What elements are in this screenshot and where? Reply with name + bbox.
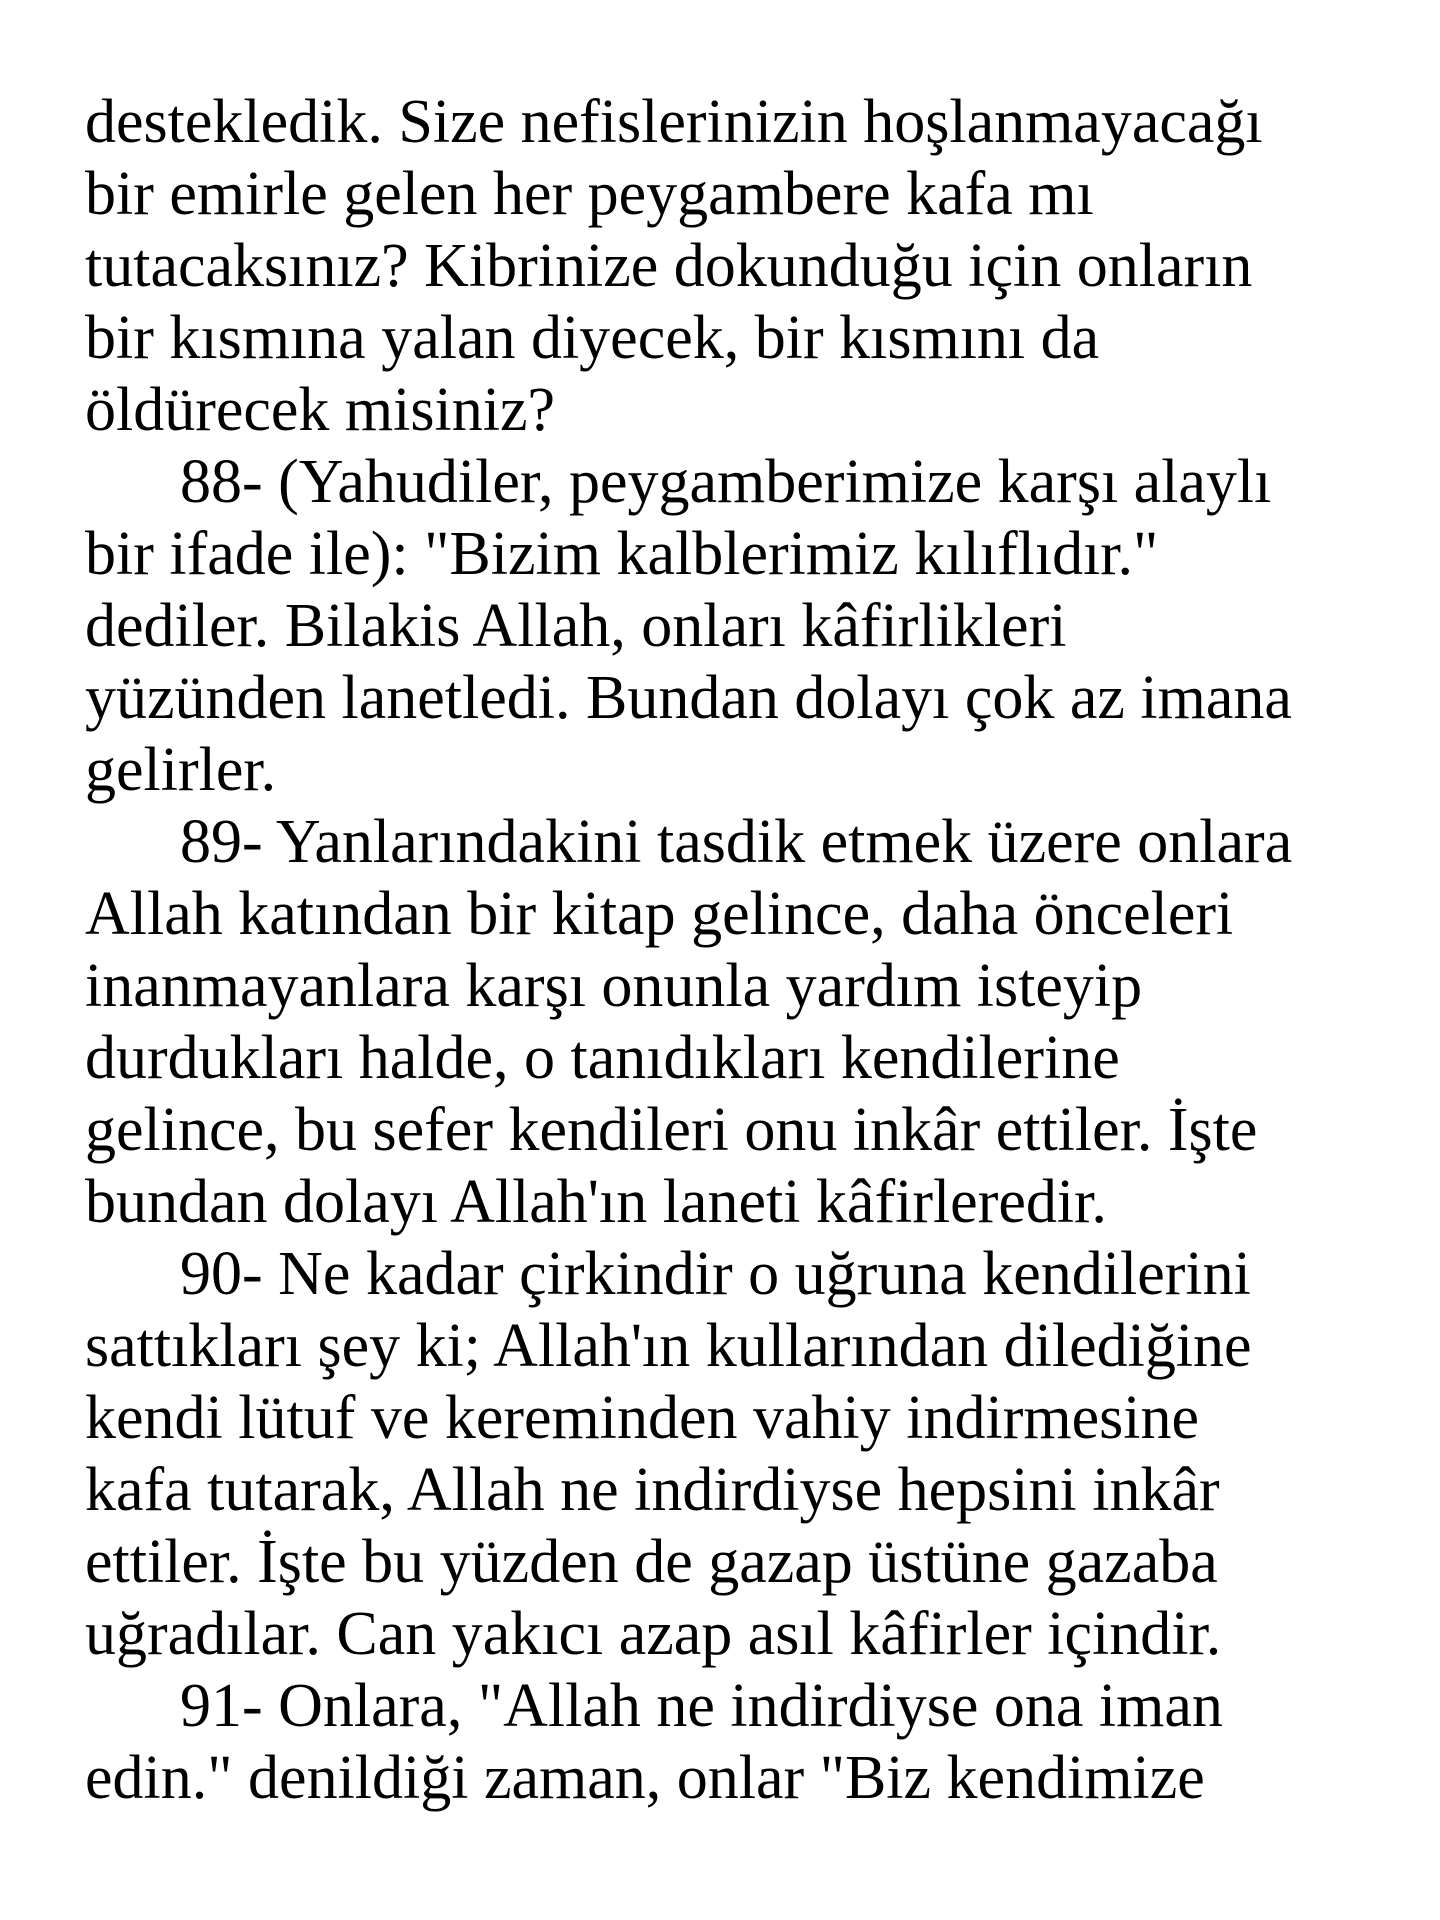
text-line: kafa tutarak, Allah ne indirdiyse hepsini inkâr: [85, 1456, 1220, 1524]
text-line: inanmayanlara karşı onunla yardım isteyip: [85, 952, 1143, 1020]
text-line: bir kısmına yalan diyecek, bir kısmını da: [85, 304, 1100, 372]
text-line: bir emirle gelen her peygambere kafa mı: [85, 160, 1094, 228]
text-line: bir ifade ile): "Bizim kalblerimiz kılıflıdır.": [85, 520, 1159, 588]
text-line: edin." denildiği zaman, onlar "Biz kendimize: [85, 1744, 1205, 1812]
text-line: ettiler. İşte bu yüzden de gazap üstüne gazaba: [85, 1528, 1218, 1596]
text-line: durdukları halde, o tanıdıkları kendilerine: [85, 1024, 1120, 1092]
text-line: gelince, bu sefer kendileri onu inkâr ettiler. İşte: [85, 1096, 1258, 1164]
text-line: Allah katından bir kitap gelince, daha önceleri: [85, 880, 1234, 948]
text-line: öldürecek misiniz?: [85, 376, 555, 444]
verse-89-start: 89- Yanlarındakini tasdik etmek üzere onlara: [180, 808, 1293, 876]
text-line: yüzünden lanetledi. Bundan dolayı çok az imana: [85, 664, 1292, 732]
verse-90-start: 90- Ne kadar çirkindir o uğruna kendilerini: [180, 1240, 1251, 1308]
text-line: dediler. Bilakis Allah, onları kâfirlikleri: [85, 592, 1067, 660]
text-line: bundan dolayı Allah'ın laneti kâfirleredir.: [85, 1168, 1107, 1236]
text-line: tutacaksınız? Kibrinize dokunduğu için onların: [85, 232, 1253, 300]
text-line: kendi lütuf ve kereminden vahiy indirmesine: [85, 1384, 1199, 1452]
text-line: gelirler.: [85, 736, 277, 804]
text-line: uğradılar. Can yakıcı azap asıl kâfirler içindir.: [85, 1600, 1222, 1668]
text-line: destekledik. Size nefislerinizin hoşlanmayacağı: [85, 88, 1263, 156]
text-line: sattıkları şey ki; Allah'ın kullarından dilediğine: [85, 1312, 1252, 1380]
verse-88-start: 88- (Yahudiler, peygamberimize karşı alaylı: [180, 448, 1272, 516]
verse-91-start: 91- Onlara, "Allah ne indirdiyse ona iman: [180, 1672, 1223, 1740]
